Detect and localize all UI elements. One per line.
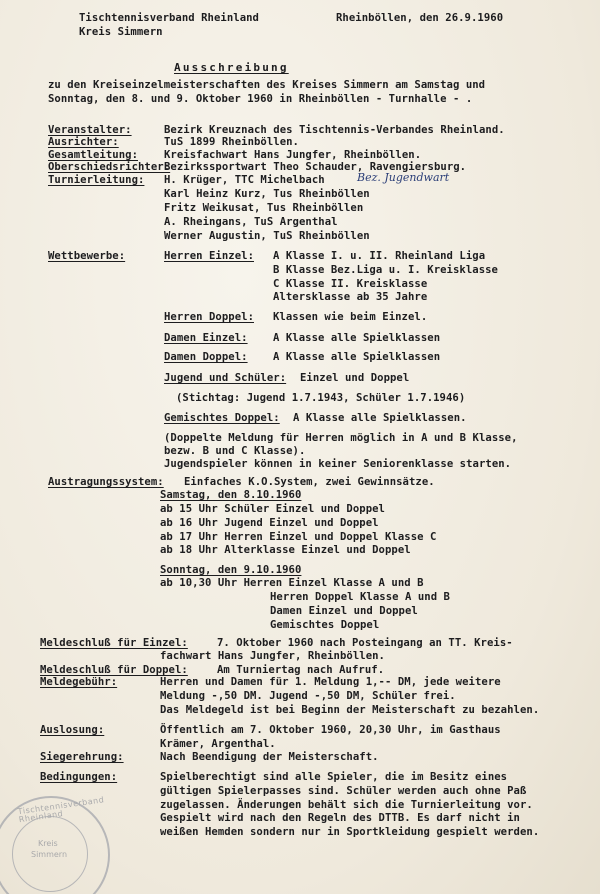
auslosung-text: Krämer, Argenthal. <box>160 738 276 750</box>
value-ausrichter: TuS 1899 Rheinböllen. <box>164 136 299 148</box>
jugend-schueler-text: Einzel und Doppel <box>300 372 410 384</box>
meldeschluss-doppel-text: Am Turniertag nach Aufruf. <box>217 664 385 676</box>
schedule-item: Herren Doppel Klasse A und B <box>270 591 450 603</box>
value-veranstalter: Bezirk Kreuznach des Tischtennis-Verbandes Rheinland. <box>164 124 505 136</box>
schedule-item: ab 17 Uhr Herren Einzel und Doppel Klasse C <box>160 531 437 543</box>
sunday-heading: Sonntag, den 9.10.1960 <box>160 564 302 576</box>
label-herren-doppel: Herren Doppel: <box>164 311 254 323</box>
wettbewerbe-note: (Doppelte Meldung für Herren möglich in A und B Klasse, <box>164 432 518 444</box>
turnierleitung-member: Fritz Weikusat, Tus Rheinböllen <box>164 202 364 214</box>
saturday-heading: Samstag, den 8.10.1960 <box>160 489 302 501</box>
turnierleitung-member: A. Rheingans, TuS Argenthal <box>164 216 338 228</box>
bedingungen-text: Spielberechtigt sind alle Spieler, die im Besitz eines <box>160 771 508 783</box>
schedule-item: ab 16 Uhr Jugend Einzel und Doppel <box>160 517 379 529</box>
label-meldeschluss-doppel: Meldeschluß für Doppel: <box>40 664 188 676</box>
label-veranstalter: Veranstalter: <box>48 124 132 136</box>
label-ausrichter: Ausrichter: <box>48 136 119 148</box>
bedingungen-text: weißen Hemden sondern nur in Sportkleidung gespielt werden. <box>160 826 540 838</box>
meldeschluss-einzel-text: fachwart Hans Jungfer, Rheinböllen. <box>160 650 385 662</box>
siegerehrung-text: Nach Beendigung der Meisterschaft. <box>160 751 379 763</box>
herren-einzel-class: B Klasse Bez.Liga u. I. Kreisklasse <box>273 264 498 276</box>
official-stamp <box>0 796 110 894</box>
damen-doppel-text: A Klasse alle Spielklassen <box>273 351 441 363</box>
document-title: Ausschreibung <box>174 61 289 74</box>
label-siegerehrung: Siegerehrung: <box>40 751 124 763</box>
schedule-item: ab 10,30 Uhr Herren Einzel Klasse A und B <box>160 577 424 589</box>
label-auslosung: Auslosung: <box>40 724 105 736</box>
intro-line-1: zu den Kreiseinzelmeisterschaften des Kreises Simmern am Samstag und <box>48 79 486 91</box>
schedule-item: Damen Einzel und Doppel <box>270 605 418 617</box>
label-damen-einzel: Damen Einzel: <box>164 332 248 344</box>
turnierleitung-member: H. Krüger, TTC Michelbach <box>164 174 325 186</box>
label-damen-doppel: Damen Doppel: <box>164 351 248 363</box>
wettbewerbe-note: Jugendspieler können in keiner Seniorenklasse starten. <box>164 458 512 470</box>
label-gemischtes-doppel: Gemischtes Doppel: <box>164 412 280 424</box>
bedingungen-text: zugelassen. Änderungen behält sich die Turnierleitung vor. <box>160 799 533 811</box>
label-meldeschluss-einzel: Meldeschluß für Einzel: <box>40 637 188 649</box>
value-gesamtleitung: Kreisfachwart Hans Jungfer, Rheinböllen. <box>164 149 422 161</box>
herren-einzel-class: C Klasse II. Kreisklasse <box>273 278 428 290</box>
herren-doppel-text: Klassen wie beim Einzel. <box>273 311 428 323</box>
schedule-item: ab 18 Uhr Alterklasse Einzel und Doppel <box>160 544 411 556</box>
stichtag: (Stichtag: Jugend 1.7.1943, Schüler 1.7.1946) <box>176 392 466 404</box>
schedule-item: ab 15 Uhr Schüler Einzel und Doppel <box>160 503 385 515</box>
turnierleitung-member: Karl Heinz Kurz, Tus Rheinböllen <box>164 188 370 200</box>
org-district: Kreis Simmern <box>79 26 163 38</box>
gemischtes-doppel-text: A Klasse alle Spielklassen. <box>293 412 467 424</box>
bedingungen-text: Gespielt wird nach den Regeln des DTTB. Es darf nicht in <box>160 812 520 824</box>
label-bedingungen: Bedingungen: <box>40 771 118 783</box>
label-austragungssystem: Austragungssystem: <box>48 476 164 488</box>
place-date: Rheinböllen, den 26.9.1960 <box>336 12 504 24</box>
handwritten-note: Bez. Jugendwart <box>357 171 450 184</box>
stamp-ring-text: Tischtennisverband Rheinland <box>17 795 105 825</box>
meldegebuehr-text: Das Meldegeld ist bei Beginn der Meisterschaft zu bezahlen. <box>160 704 540 716</box>
meldegebuehr-text: Meldung -,50 DM. Jugend -,50 DM, Schüler frei. <box>160 690 456 702</box>
label-jugend-schueler: Jugend und Schüler: <box>164 372 287 384</box>
wettbewerbe-note: bezw. B und C Klasse). <box>164 445 306 457</box>
herren-einzel-class: Altersklasse ab 35 Jahre <box>273 291 428 303</box>
turnierleitung-member: Werner Augustin, TuS Rheinböllen <box>164 230 370 242</box>
meldegebuehr-text: Herren und Damen für 1. Meldung 1,-- DM, jede weitere <box>160 676 501 688</box>
herren-einzel-class: A Klasse I. u. II. Rheinland Liga <box>273 250 486 262</box>
label-oberschiedsrichter: Oberschiedsrichter: <box>48 161 171 173</box>
stamp-center-text: Simmern <box>31 850 68 859</box>
label-herren-einzel: Herren Einzel: <box>164 250 254 262</box>
label-gesamtleitung: Gesamtleitung: <box>48 149 138 161</box>
austragungssystem-text: Einfaches K.O.System, zwei Gewinnsätze. <box>184 476 435 488</box>
intro-line-2: Sonntag, den 8. und 9. Oktober 1960 in Rheinböllen - Turnhalle - . <box>48 93 473 105</box>
label-wettbewerbe: Wettbewerbe: <box>48 250 126 262</box>
label-turnierleitung: Turnierleitung: <box>48 174 145 186</box>
meldeschluss-einzel-text: 7. Oktober 1960 nach Posteingang an TT. Kreis- <box>217 637 513 649</box>
auslosung-text: Öffentlich am 7. Oktober 1960, 20,30 Uhr, im Gasthaus <box>160 724 501 736</box>
org-name: Tischtennisverband Rheinland <box>79 12 259 24</box>
stamp-center-text: Kreis <box>38 839 58 848</box>
schedule-item: Gemischtes Doppel <box>270 619 380 631</box>
value-oberschiedsrichter: Bezirkssportwart Theo Schauder, Ravengiersburg. <box>164 161 467 173</box>
label-meldegebuehr: Meldegebühr: <box>40 676 118 688</box>
damen-einzel-text: A Klasse alle Spielklassen <box>273 332 441 344</box>
bedingungen-text: gültigen Spielerpasses sind. Schüler werden auch ohne Paß <box>160 785 527 797</box>
